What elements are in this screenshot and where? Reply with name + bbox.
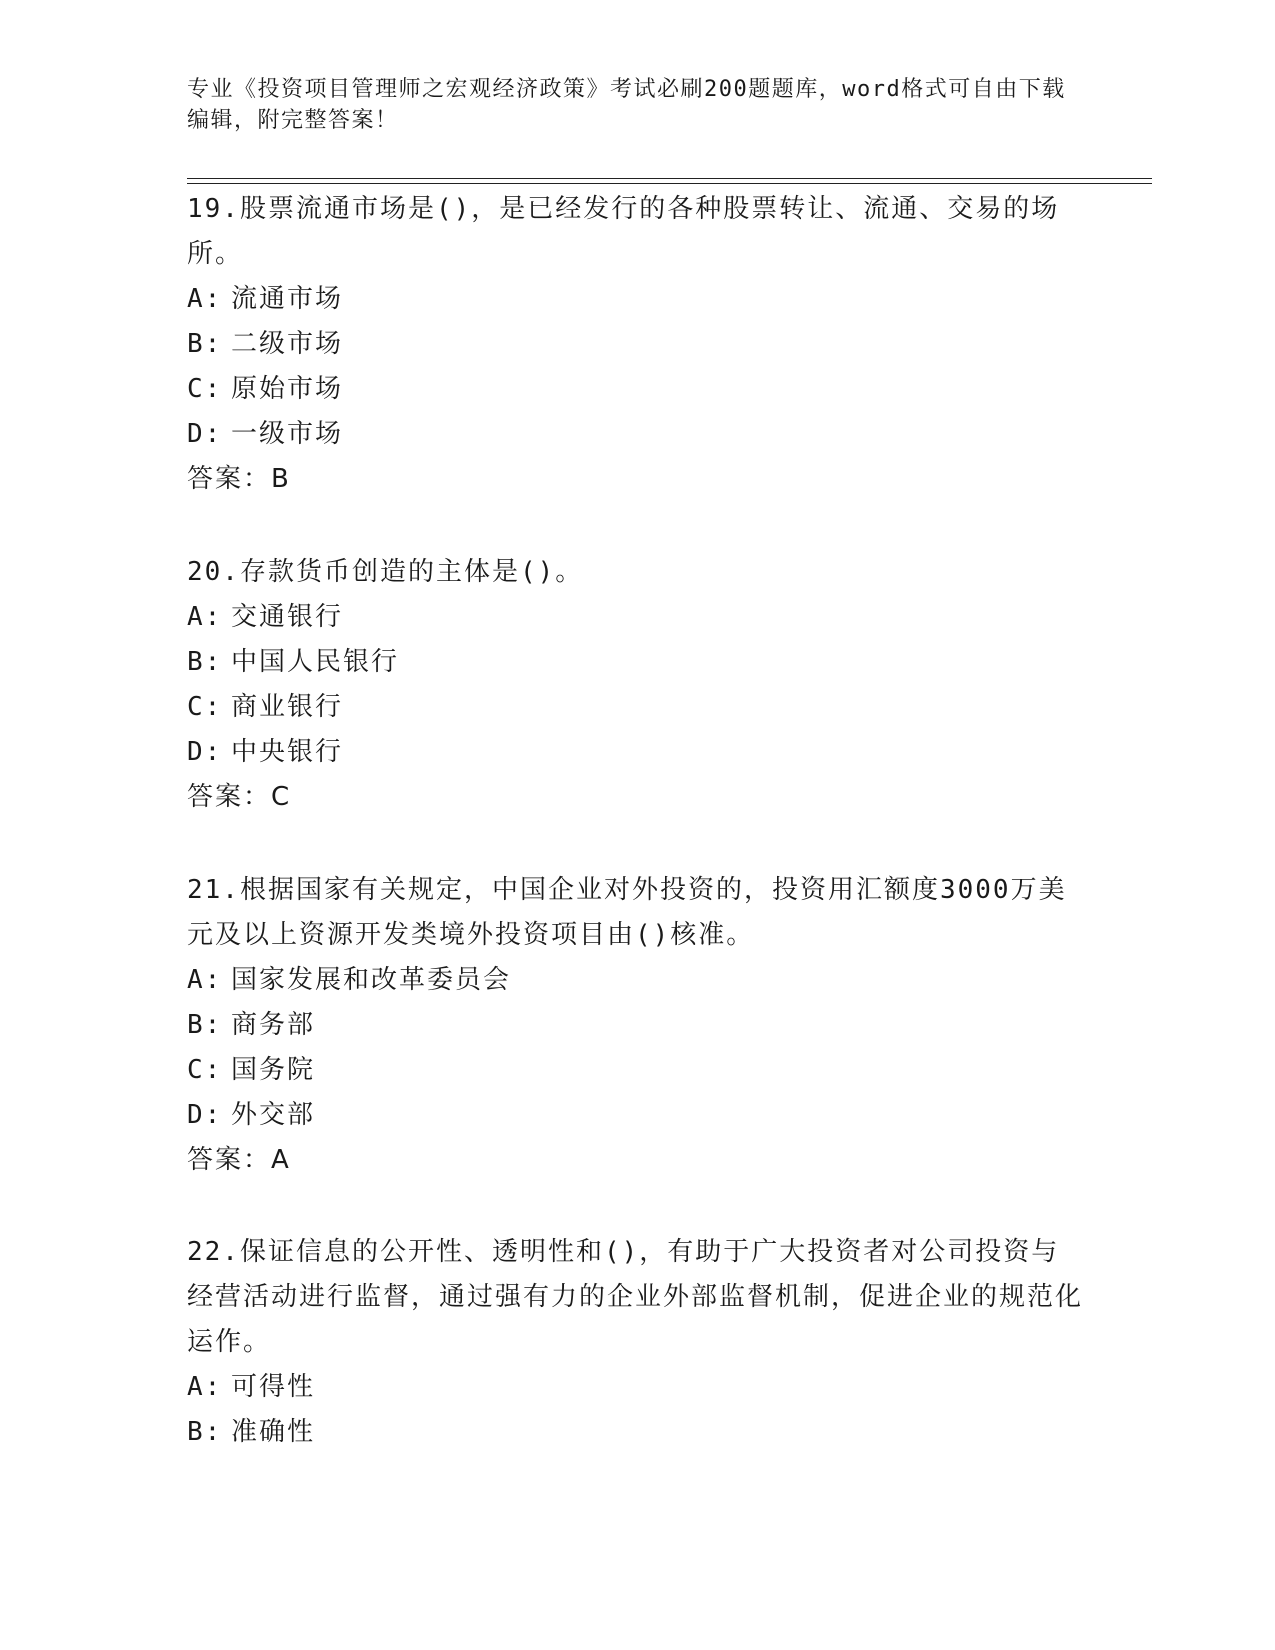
option-text: 外交部 — [231, 1100, 316, 1130]
question-text: 20.存款货币创造的主体是()。 — [187, 557, 584, 587]
option-text: 国家发展和改革委员会 — [231, 965, 512, 995]
option-key: A: — [187, 602, 223, 632]
header-divider-top — [187, 178, 1152, 179]
option-text: 国务院 — [231, 1055, 316, 1085]
option-key: D: — [187, 419, 223, 449]
option-key: A: — [187, 965, 223, 995]
option-a — [187, 277, 1087, 322]
header-divider-bottom — [187, 183, 1152, 184]
option-key: B: — [187, 1010, 223, 1040]
option-text: 商业银行 — [231, 692, 344, 722]
option-d — [187, 730, 1087, 775]
option-text: 一级市场 — [231, 419, 344, 449]
question-19 — [187, 187, 1087, 502]
option-a — [187, 1365, 1087, 1410]
option-text: 交通银行 — [231, 602, 344, 632]
option-text: 流通市场 — [231, 284, 344, 314]
option-text: 中央银行 — [231, 737, 344, 767]
option-b — [187, 640, 1087, 685]
option-text: 中国人民银行 — [231, 647, 400, 677]
question-text: 22.保证信息的公开性、透明性和()，有助于广大投资者对公司投资与经营活动进行监督，通过强有力的企业外部监督机制，促进企业的规范化运作。 — [187, 1237, 1084, 1357]
answer-text: 答案：B — [187, 464, 291, 494]
option-key: B: — [187, 1417, 223, 1447]
question-21 — [187, 868, 1087, 1183]
option-key: C: — [187, 692, 223, 722]
option-text: 商务部 — [231, 1010, 316, 1040]
option-c — [187, 1048, 1087, 1093]
option-d — [187, 1093, 1087, 1138]
option-key: D: — [187, 1100, 223, 1130]
option-key: C: — [187, 1055, 223, 1085]
document-header: 专业《投资项目管理师之宏观经济政策》考试必刷200题题库，word格式可自由下载编辑，附完整答案！ — [187, 77, 1066, 133]
option-d — [187, 412, 1087, 457]
option-b — [187, 1410, 1087, 1455]
question-20 — [187, 550, 1087, 820]
option-key: A: — [187, 1372, 223, 1402]
question-22 — [187, 1230, 1087, 1455]
option-key: D: — [187, 737, 223, 767]
option-key: B: — [187, 329, 223, 359]
option-text: 二级市场 — [231, 329, 344, 359]
option-c — [187, 367, 1087, 412]
option-a — [187, 958, 1087, 1003]
option-a — [187, 595, 1087, 640]
question-text: 19.股票流通市场是()，是已经发行的各种股票转让、流通、交易的场所。 — [187, 194, 1060, 269]
option-c — [187, 685, 1087, 730]
option-text: 准确性 — [231, 1417, 316, 1447]
option-b — [187, 1003, 1087, 1048]
option-key: B: — [187, 647, 223, 677]
option-b — [187, 322, 1087, 367]
answer-text: 答案：C — [187, 782, 292, 812]
question-text: 21.根据国家有关规定，中国企业对外投资的，投资用汇额度3000万美元及以上资源开发类境外投资项目由()核准。 — [187, 875, 1067, 950]
answer-text: 答案：A — [187, 1145, 291, 1175]
option-text: 可得性 — [231, 1372, 316, 1402]
option-key: A: — [187, 284, 223, 314]
option-text: 原始市场 — [231, 374, 344, 404]
option-key: C: — [187, 374, 223, 404]
